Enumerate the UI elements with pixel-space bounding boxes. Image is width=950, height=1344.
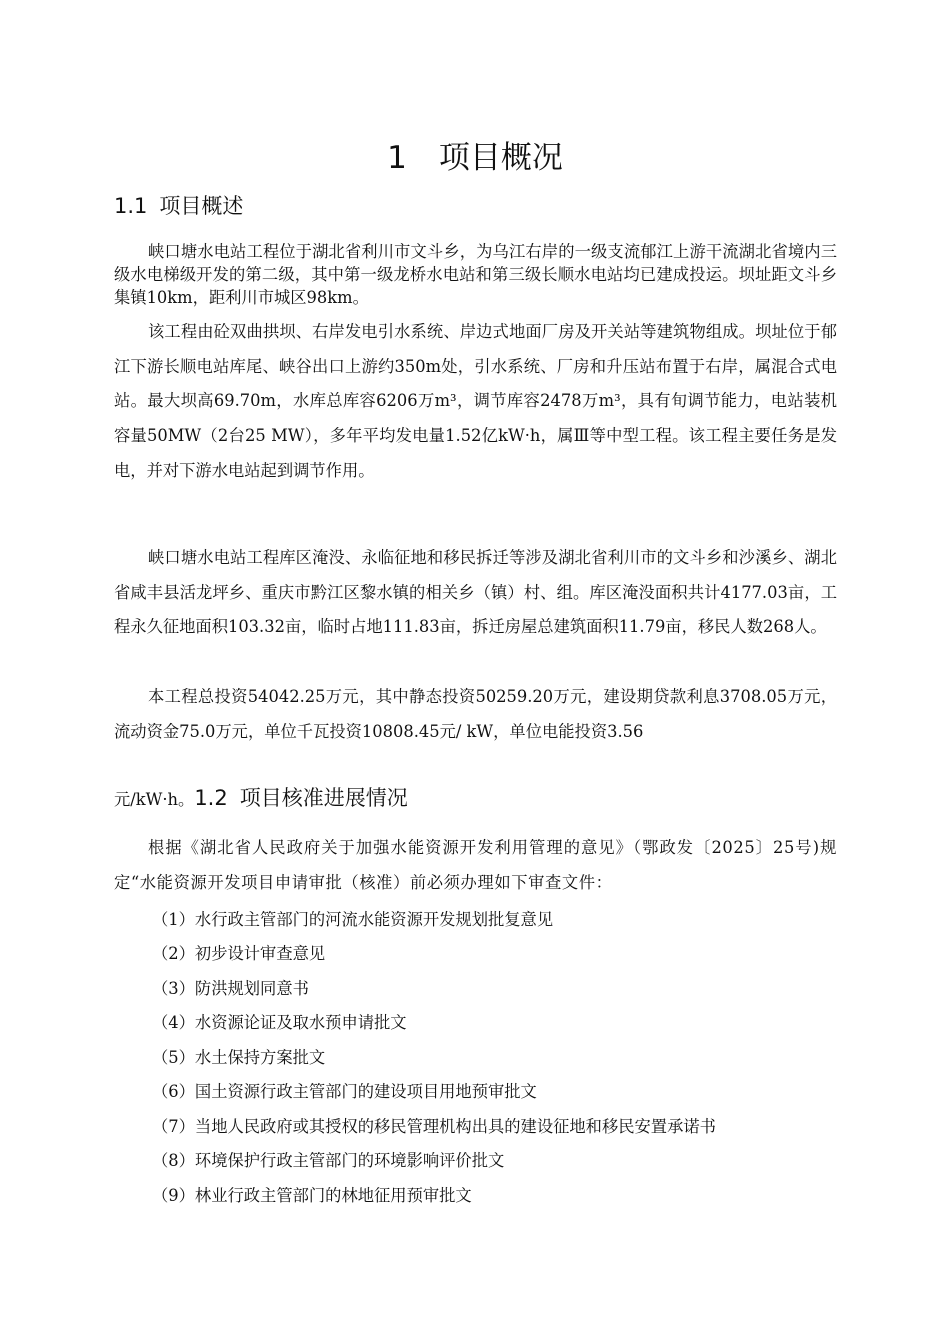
paragraph-location: 峡口塘水电站工程位于湖北省利川市文斗乡，为乌江右岸的一级支流郁江上游干流湖北省境内三级水电梯级开发的第二级，其中第一级龙桥水电站和第三级长顺水电站均已建成投运。坝址距文斗乡集镇10km，距利川市城区98km。 (114, 242, 837, 307)
list-item: （9）林业行政主管部门的林地征用预审批文 (152, 1186, 472, 1205)
paragraph-structures: 该工程由砼双曲拱坝、右岸发电引水系统、岸边式地面厂房及开关站等建筑物组成。坝址位于郁江下游长顺电站库尾、峡谷出口上游约350m处，引水系统、厂房和升压站布置于右岸，属混合式电站。最大坝高69.70m，水库总库容6206万m³，调节库容2478万m³，具有旬调节能力，电站装机容量50MW（2台25 MW），多年平均发电量1.52亿kW·h，属Ⅲ等中型工程。该工程主要任务是发电，并对下游水电站起到调节作用。 (114, 322, 837, 480)
section-1-2-number: 1.2 (194, 786, 228, 810)
list-item: （3）防洪规划同意书 (152, 979, 309, 998)
section-1-1-number: 1.1 (114, 194, 148, 218)
chapter-number: 1 (387, 140, 407, 176)
list-item: （1）水行政主管部门的河流水能资源开发规划批复意见 (152, 910, 554, 929)
chapter-title-text: 项目概况 (438, 140, 563, 176)
section-1-1-title: 项目概述 (159, 194, 244, 218)
paragraph-approval-intro: 根据《湖北省人民政府关于加强水能资源开发利用管理的意见》（鄂政发〔2025〕25号)规定“水能资源开发项目申请审批（核准）前必须办理如下审查文件： (114, 838, 837, 892)
section-1-2-title: 项目核准进展情况 (239, 786, 408, 810)
section-1-2-heading (194, 786, 407, 810)
paragraph-investment: 本工程总投资54042.25万元，其中静态投资50259.20万元，建设期贷款利息3708.05万元，流动资金75.0万元，单位千瓦投资10808.45元/ kW，单位电能投资3.56 (114, 687, 837, 741)
section-1-1-heading (114, 191, 243, 221)
list-item: （6）国土资源行政主管部门的建设项目用地预审批文 (152, 1082, 537, 1101)
chapter-title (0, 136, 950, 180)
list-item: （5）水土保持方案批文 (152, 1048, 326, 1067)
list-item: （8）环境保护行政主管部门的环境影响评价批文 (152, 1151, 505, 1170)
list-item: （7）当地人民政府或其授权的移民管理机构出具的建设征地和移民安置承诺书 (152, 1117, 716, 1136)
list-item: （2）初步设计审查意见 (152, 944, 326, 963)
investment-tail-with-heading (114, 783, 837, 815)
investment-tail-text: 元/kW·h。 (114, 790, 195, 809)
list-item: （4）水资源论证及取水预申请批文 (152, 1013, 407, 1032)
paragraph-resettlement: 峡口塘水电站工程库区淹没、永临征地和移民拆迁等涉及湖北省利川市的文斗乡和沙溪乡、湖北省咸丰县活龙坪乡、重庆市黔江区黎水镇的相关乡（镇）村、组。库区淹没面积共计4177.03亩，工程永久征地面积103.32亩，临时占地111.83亩，拆迁房屋总建筑面积11.79亩，移民人数268人。 (114, 548, 837, 637)
